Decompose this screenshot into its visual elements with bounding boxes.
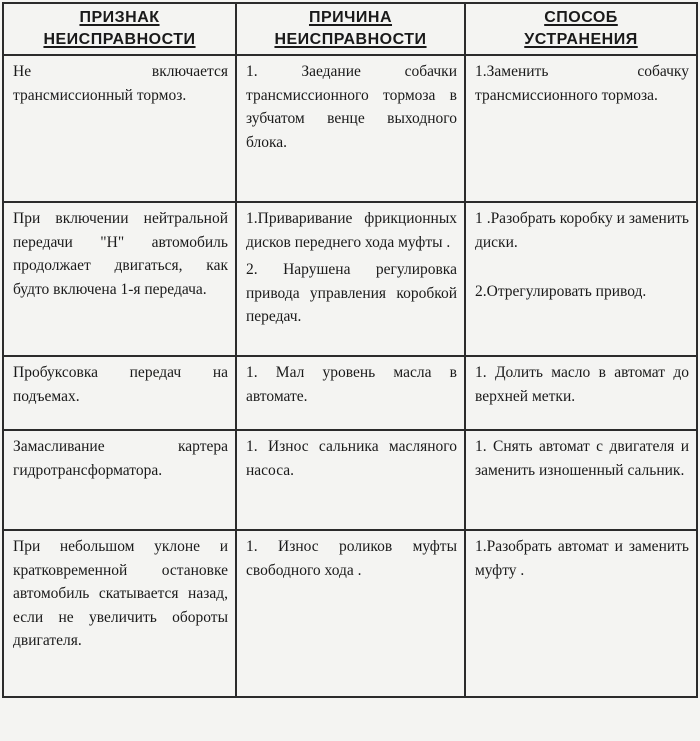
header-symptom-line1: ПРИЗНАК — [79, 9, 160, 26]
cause-text: 1. Заедание собачки трансмиссионного тормоза в зубчатом венце выходного блока. — [246, 63, 457, 151]
cause-text-2: 2. Нарушена регулировка привода управления коробкой передач. — [246, 261, 457, 325]
cause-text-1: 1.Приваривание фрикционных дисков переднего хода муфты . — [246, 210, 457, 251]
remedy-spacer — [466, 258, 696, 280]
remedy-cell — [465, 55, 697, 202]
remedy-text: 1.Разобрать автомат и заменить муфту . — [475, 538, 689, 579]
symptom-cell — [3, 55, 236, 202]
symptom-cell — [3, 530, 236, 697]
symptom-cell — [3, 356, 236, 430]
fault-table — [2, 2, 698, 698]
table-row — [3, 530, 697, 697]
header-remedy-line1: СПОСОБ — [544, 9, 618, 26]
symptom-text: При включении нейтральной передачи "Н" автомобиль продолжает двигаться, как будто включена 1-я передача. — [13, 210, 228, 298]
cause-cell — [236, 530, 465, 697]
header-cause-line2: НЕИСПРАВНОСТИ — [274, 31, 427, 48]
remedy-text-2: 2.Отрегулировать привод. — [475, 283, 647, 300]
symptom-cell — [3, 430, 236, 530]
table-row — [3, 55, 697, 202]
table-row — [3, 430, 697, 530]
symptom-text: Пробуксовка передач на подъемах. — [13, 364, 228, 405]
remedy-text: 1. Снять автомат с двигателя и заменить изношенный сальник. — [475, 438, 689, 479]
remedy-cell — [465, 530, 697, 697]
header-cause-line1: ПРИЧИНА — [308, 9, 393, 26]
symptom-text: При небольшом уклоне и кратковременной остановке автомобиль скатывается назад, если не увеличить обороты двигателя. — [13, 538, 228, 649]
remedy-text-1: 1 .Разобрать коробку и заменить диски. — [475, 210, 689, 251]
cause-cell — [236, 202, 465, 356]
remedy-cell — [465, 356, 697, 430]
header-symptom — [3, 3, 236, 55]
cause-cell — [236, 356, 465, 430]
header-cause — [236, 3, 465, 55]
table-row — [3, 356, 697, 430]
table-header-row — [3, 3, 697, 55]
symptom-text: Замасливание картера гидротрансформатора. — [13, 438, 228, 479]
cause-text: 1. Мал уровень масла в автомате. — [246, 364, 457, 405]
symptom-text: Не включается трансмиссионный тормоз. — [13, 63, 228, 104]
header-remedy-line2: УСТРАНЕНИЯ — [524, 31, 638, 48]
cause-cell — [236, 55, 465, 202]
symptom-cell — [3, 202, 236, 356]
table-row — [3, 202, 697, 356]
remedy-text: 1. Долить масло в автомат до верхней метки. — [475, 364, 689, 405]
remedy-cell — [465, 202, 697, 356]
cause-text: 1. Износ сальника масляного насоса. — [246, 438, 457, 479]
header-symptom-line2: НЕИСПРАВНОСТИ — [43, 31, 196, 48]
remedy-text: 1.Заменить собачку трансмиссионного тормоза. — [475, 63, 689, 104]
header-remedy — [465, 3, 697, 55]
remedy-cell — [465, 430, 697, 530]
cause-cell — [236, 430, 465, 530]
cause-text: 1. Износ роликов муфты свободного хода . — [246, 538, 457, 579]
